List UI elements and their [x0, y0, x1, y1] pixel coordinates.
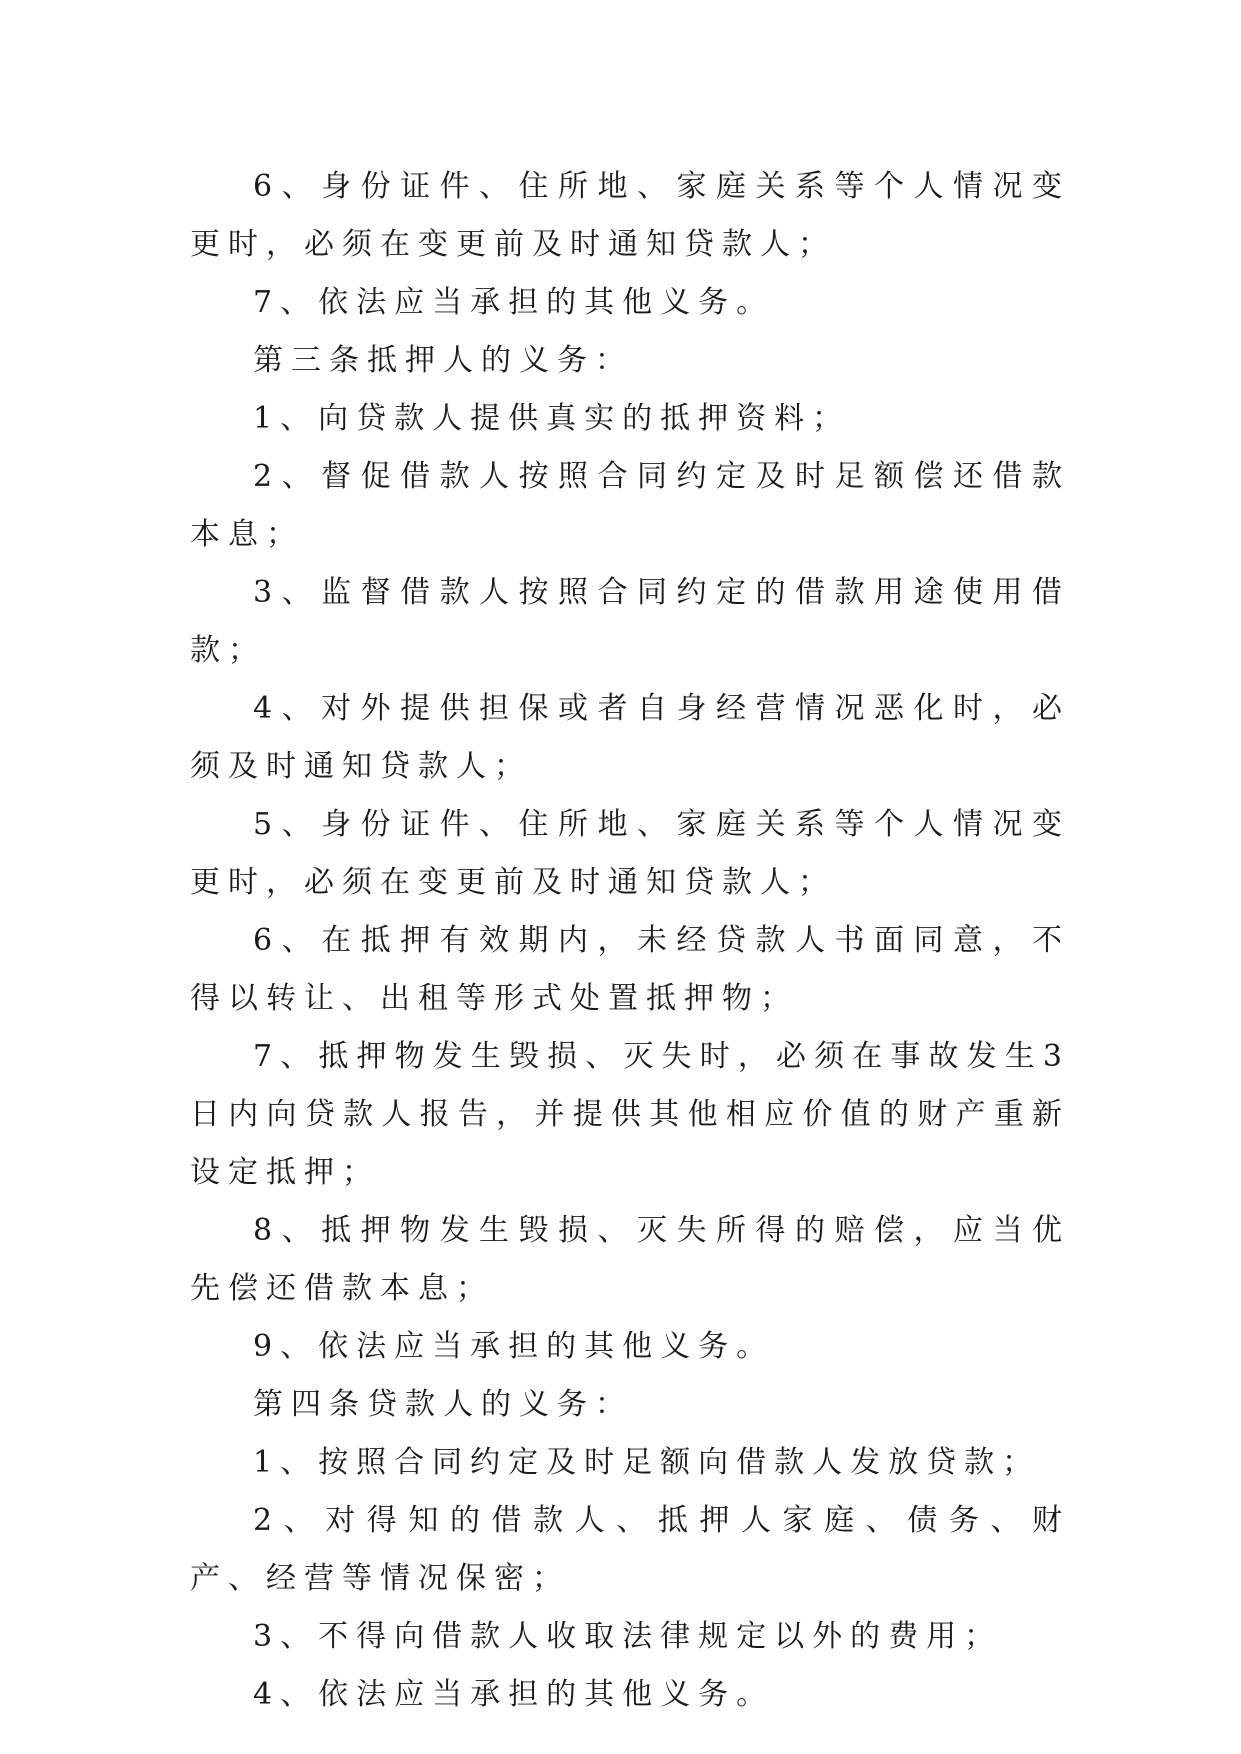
paragraph-mortgagor-obligation-9: 9、依法应当承担的其他义务。 [253, 1329, 775, 1364]
document-body [190, 158, 1070, 1724]
paragraph-lender-obligation-2: 2、对得知的借款人、抵押人家庭、债务、财产、经营等情况保密； [190, 1503, 1070, 1596]
paragraph-borrower-obligation-6: 6、身份证件、住所地、家庭关系等个人情况变更时，必须在变更前及时通知贷款人； [190, 169, 1070, 262]
article-3-heading: 第三条抵押人的义务： [253, 343, 633, 378]
paragraph-mortgagor-obligation-2: 2、督促借款人按照合同约定及时足额偿还借款本息； [190, 459, 1070, 552]
paragraph-lender-obligation-3: 3、不得向借款人收取法律规定以外的费用； [253, 1619, 1003, 1654]
paragraph-mortgagor-obligation-8: 8、抵押物发生毁损、灭失所得的赔偿，应当优先偿还借款本息； [190, 1213, 1070, 1306]
paragraph-mortgagor-obligation-4: 4、对外提供担保或者自身经营情况恶化时，必须及时通知贷款人； [190, 691, 1070, 784]
article-4-heading: 第四条贷款人的义务： [253, 1387, 633, 1422]
paragraph-mortgagor-obligation-7: 7、抵押物发生毁损、灭失时，必须在事故发生3日内向贷款人报告，并提供其他相应价值的财产重新设定抵押； [190, 1039, 1070, 1190]
paragraph-mortgagor-obligation-1: 1、向贷款人提供真实的抵押资料； [253, 401, 851, 436]
paragraph-borrower-obligation-7: 7、依法应当承担的其他义务。 [253, 285, 775, 320]
paragraph-lender-obligation-1: 1、按照合同约定及时足额向借款人发放贷款； [253, 1445, 1041, 1480]
paragraph-mortgagor-obligation-6: 6、在抵押有效期内，未经贷款人书面同意，不得以转让、出租等形式处置抵押物； [190, 923, 1070, 1016]
paragraph-mortgagor-obligation-3: 3、监督借款人按照合同约定的借款用途使用借款； [190, 575, 1070, 668]
paragraph-lender-obligation-4: 4、依法应当承担的其他义务。 [253, 1677, 775, 1712]
paragraph-mortgagor-obligation-5: 5、身份证件、住所地、家庭关系等个人情况变更时，必须在变更前及时通知贷款人； [190, 807, 1070, 900]
